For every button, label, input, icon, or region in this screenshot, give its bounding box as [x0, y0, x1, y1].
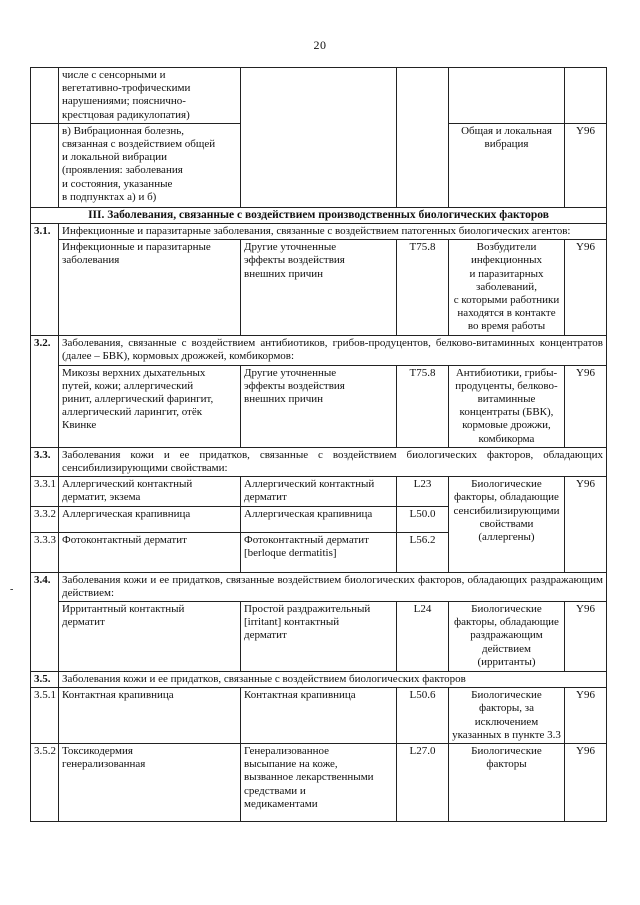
item-number: 3.5.2 [31, 744, 59, 822]
code-cell: L23 [397, 477, 449, 506]
icd-name-cell [241, 68, 397, 208]
icd-name-cell: Генерализованное высыпание на коже, вызванное лекарственными средствами и медикаментами [241, 744, 397, 822]
agent-cell: Антибиотики, грибы- продуценты, белково- витаминные концентраты (БВК), кормовые дрожжи, комбикорма [449, 365, 565, 447]
table-row [31, 602, 607, 672]
icd-name-cell: Фотоконтактный дерматит [berloque dermatitis] [241, 532, 397, 572]
code-cell [397, 68, 449, 208]
table-row [31, 365, 607, 447]
agent-cell: Общая и локальная вибрация [449, 123, 565, 207]
code-cell: L56.2 [397, 532, 449, 572]
disease-cell: Контактная крапивница [59, 688, 241, 744]
subsection-heading: Заболевания кожи и ее придатков, связанные с воздействием биологических факторов, обладающих сенсибилизирующими свойствами: [59, 447, 607, 476]
agent-cell: Возбудители инфекционных и паразитарных заболеваний, с которыми работники находятся в контакте во время работы [449, 240, 565, 336]
table-row [31, 744, 607, 822]
ext-code-cell: Y96 [565, 123, 607, 207]
table-row [31, 224, 607, 240]
item-number: 3.3.2 [31, 506, 59, 532]
disease-cell: Фотоконтактный дерматит [59, 532, 241, 572]
table-row [31, 572, 607, 601]
table-row [31, 688, 607, 744]
section-number: 3.5. [31, 672, 59, 688]
agent-cell: Биологические факторы, обладающие раздражающим действием (ирританты) [449, 602, 565, 672]
subsection-heading: Заболевания, связанные с воздействием антибиотиков, грибов-продуцентов, белково-витаминных концентратов (далее – БВК), кормовых дрожжей, комбикормов: [59, 336, 607, 365]
agent-cell [449, 68, 565, 124]
icd-name-cell: Контактная крапивница [241, 688, 397, 744]
num-cell [31, 68, 59, 124]
agent-cell: Биологические факторы, обладающие сенсибилизирующими свойствами (аллергены) [449, 477, 565, 572]
section-number: 3.4. [31, 572, 59, 671]
table-row [31, 207, 607, 223]
occupational-diseases-table [30, 67, 607, 822]
agent-cell: Биологические факторы [449, 744, 565, 822]
margin-mark: - [10, 584, 14, 595]
code-cell: L27.0 [397, 744, 449, 822]
section-number: 3.1. [31, 224, 59, 336]
code-cell: T75.8 [397, 240, 449, 336]
disease-cell: числе с сенсорными и вегетативно-трофическими нарушениями; пояснично- крестцовая радикулопатия) [59, 68, 241, 124]
subsection-heading: Заболевания кожи и ее придатков, связанные с воздействием биологических факторов [59, 672, 607, 688]
icd-name-cell: Другие уточненные эффекты воздействия внешних причин [241, 365, 397, 447]
disease-cell: Аллергический контактный дерматит, экзема [59, 477, 241, 506]
section-number: 3.3. [31, 447, 59, 476]
table-row [31, 672, 607, 688]
ext-code-cell: Y96 [565, 744, 607, 822]
ext-code-cell: Y96 [565, 688, 607, 744]
icd-name-cell: Аллергическая крапивница [241, 506, 397, 532]
table-row [31, 336, 607, 365]
subsection-heading: Заболевания кожи и ее придатков, связанные воздействием биологических факторов, обладающих раздражающим действием: [59, 572, 607, 601]
table-row [31, 477, 607, 506]
num-cell [31, 123, 59, 207]
disease-cell: в) Вибрационная болезнь, связанная с воздействием общей и локальной вибрации (проявления: заболевания и состояния, указанные в подпунктах а) и б) [59, 123, 241, 207]
disease-cell: Токсикодермия генерализованная [59, 744, 241, 822]
icd-name-cell: Простой раздражительный [irritant] контактный дерматит [241, 602, 397, 672]
icd-name-cell: Другие уточненные эффекты воздействия внешних причин [241, 240, 397, 336]
disease-cell: Инфекционные и паразитарные заболевания [59, 240, 241, 336]
section-title: III. Заболевания, связанные с воздействием производственных биологических факторов [31, 207, 607, 223]
ext-code-cell [565, 68, 607, 124]
ext-code-cell: Y96 [565, 365, 607, 447]
table-row [31, 240, 607, 336]
code-cell: L50.6 [397, 688, 449, 744]
code-cell: T75.8 [397, 365, 449, 447]
table-row [31, 447, 607, 476]
table-row [31, 68, 607, 124]
page-number: 20 [313, 38, 327, 52]
item-number: 3.5.1 [31, 688, 59, 744]
section-number: 3.2. [31, 336, 59, 448]
item-number: 3.3.1 [31, 477, 59, 506]
item-number: 3.3.3 [31, 532, 59, 572]
subsection-heading: Инфекционные и паразитарные заболевания, связанные с воздействием патогенных биологических агентов: [59, 224, 607, 240]
code-cell: L50.0 [397, 506, 449, 532]
ext-code-cell: Y96 [565, 240, 607, 336]
ext-code-cell: Y96 [565, 477, 607, 572]
agent-cell: Биологические факторы, за исключением указанных в пункте 3.3 [449, 688, 565, 744]
code-cell: L24 [397, 602, 449, 672]
disease-cell: Ирритантный контактный дерматит [59, 602, 241, 672]
ext-code-cell: Y96 [565, 602, 607, 672]
disease-cell: Аллергическая крапивница [59, 506, 241, 532]
disease-cell: Микозы верхних дыхательных путей, кожи; аллергический ринит, аллергический фарингит, аллергический ларингит, отёк Квинке [59, 365, 241, 447]
icd-name-cell: Аллергический контактный дерматит [241, 477, 397, 506]
